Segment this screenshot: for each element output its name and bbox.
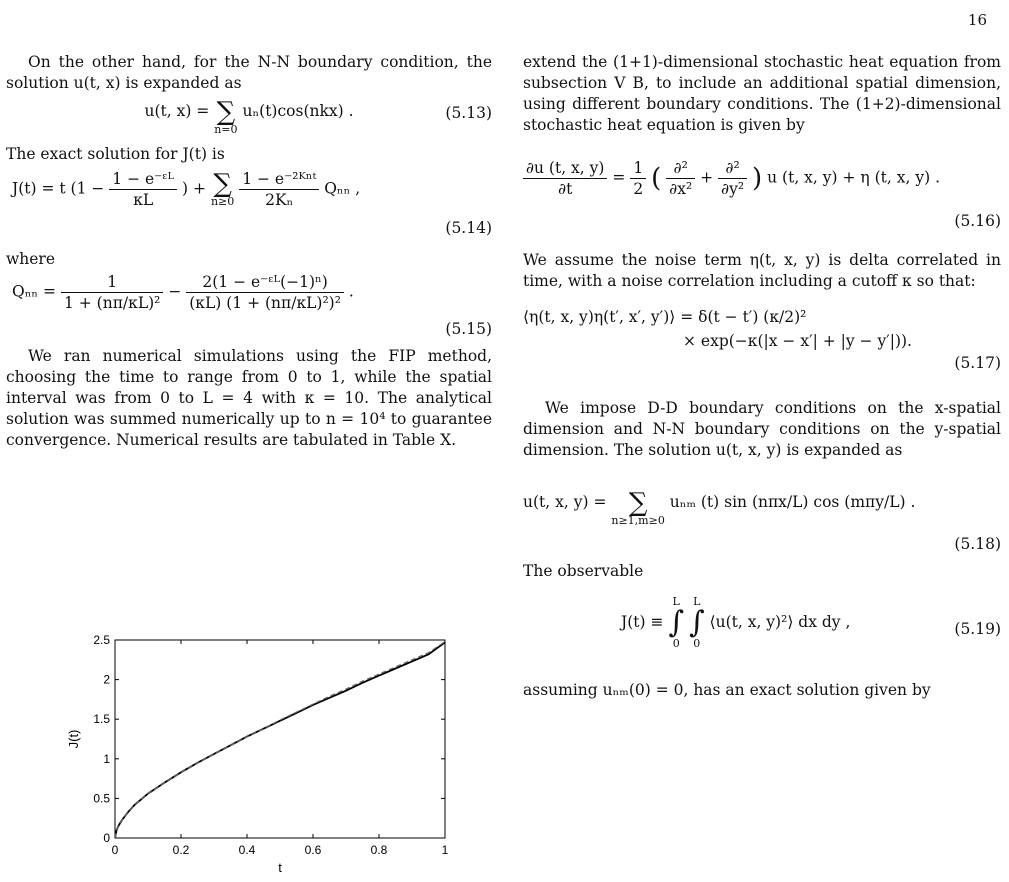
x-tick-label: 0.6 <box>304 843 322 857</box>
series-line-2 <box>115 642 445 838</box>
equation-5-13 <box>6 97 492 140</box>
eq-5-16-d2x-den: ∂x² <box>666 178 695 199</box>
y-tick-label: 1.5 <box>93 712 110 727</box>
equation-5-15 <box>6 272 492 342</box>
eq-5-15-frac-1 <box>61 272 163 313</box>
right-paragraph-5: assuming uₙₘ(0) = 0, has an exact solution given by <box>523 681 931 699</box>
eq-5-16-d2x <box>666 158 695 199</box>
eq-5-18-sum-lower: n≥1,m≥0 <box>611 514 665 527</box>
x-tick-label: 0.4 <box>238 843 256 857</box>
plus-sign: + <box>700 168 714 187</box>
y-axis-label: J(t) <box>66 729 81 749</box>
sum-symbol: ∑ <box>216 97 236 127</box>
eq-5-14-frac-2-num: 1 − e⁻²ᴷⁿᵗ <box>242 170 317 188</box>
y-tick-label: 2 <box>103 672 110 687</box>
eq-5-18-number: (5.18) <box>954 535 1001 553</box>
integral-2-upper: L <box>693 595 701 608</box>
eq-5-16-tail: u (t, x, y) + η (t, x, y) . <box>767 168 941 187</box>
left-paren: ( <box>651 163 662 194</box>
eq-5-16-eqsign: = <box>612 168 626 187</box>
eq-5-14-sum-lower: n≥0 <box>210 194 235 208</box>
right-paragraph-3: We impose D-D boundary conditions on the x-spatial dimension and N-N boundary conditions on the y-spatial dimension. The solution u(t, x, y) is expanded as <box>523 399 1001 459</box>
right-paragraph-4: The observable <box>523 562 644 580</box>
eq-5-13-number: (5.13) <box>445 104 492 122</box>
equation-5-14 <box>6 169 492 243</box>
right-paragraph-2: We assume the noise term η(t, x, y) is delta correlated in time, with a noise correlation including a cutoff κ so that: <box>523 251 1001 290</box>
y-tick-label: 0 <box>103 831 110 845</box>
right-paren: ) <box>752 163 763 194</box>
integral-symbol: ∫ <box>668 605 685 640</box>
integral-1-upper: L <box>672 595 680 608</box>
eq-5-15-number: (5.15) <box>445 320 492 338</box>
integral-2-lower: 0 <box>693 637 701 650</box>
figure-j-of-t <box>60 628 460 878</box>
plot-frame <box>115 640 445 838</box>
eq-5-16-d2y <box>718 158 747 199</box>
eq-5-16-lhs-frac <box>523 158 607 199</box>
eq-5-19-number: (5.19) <box>954 620 1001 638</box>
y-tick-label: 0.5 <box>93 791 110 806</box>
eq-5-16-lhs-num: ∂u (t, x, y) <box>526 159 605 177</box>
eq-5-14-frac-1-num: 1 − e⁻ᵋᴸ <box>112 170 175 188</box>
eq-5-16-d2y-num: ∂² <box>725 159 740 177</box>
eq-5-14-frac-1 <box>109 169 177 210</box>
eq-5-14-number: (5.14) <box>445 219 492 237</box>
eq-5-17-line-2: × exp(−κ(|x − x′| + |y − y′|)). <box>683 332 912 350</box>
eq-5-13-sum-lower: n=0 <box>214 123 238 136</box>
left-paragraph-3: where <box>6 250 56 268</box>
eq-5-14-frac-1-den: κL <box>109 189 177 210</box>
eq-5-16-number: (5.16) <box>954 212 1001 230</box>
x-tick-label: 0.2 <box>172 843 190 857</box>
integral-symbol: ∫ <box>688 605 705 640</box>
eq-5-19-lhs: J(t) ≡ <box>621 613 664 631</box>
eq-5-15-minus: − <box>168 282 182 301</box>
left-paragraph-4: We ran numerical simulations using the FIP method, choosing the time to range from 0 to 1, while the spatial interval was from 0 to L = 4 with κ = 10. The analytical solution was summed numerically up to n = 10⁴ to guarantee convergence. Numerical results are tabulated in Table X. <box>6 347 492 449</box>
eq-5-13-lhs: u(t, x) = <box>144 102 215 120</box>
left-paragraph-1: On the other hand, for the N-N boundary condition, the solution u(t, x) is expanded as <box>6 53 492 92</box>
eq-5-18-lhs: u(t, x, y) = <box>523 493 607 511</box>
equation-5-17 <box>523 306 1001 380</box>
eq-5-14-mid: ) + <box>182 179 211 198</box>
eq-5-16-lhs-den: ∂t <box>523 178 607 199</box>
eq-5-15-frac-2 <box>186 272 344 313</box>
eq-5-16-d2x-num: ∂² <box>673 159 688 177</box>
eq-5-19-rhs: ⟨u(t, x, y)²⟩ dx dy , <box>709 613 851 631</box>
eq-5-14-frac-2 <box>239 169 319 210</box>
page-number: 16 <box>967 11 987 29</box>
equation-5-16 <box>523 158 1001 244</box>
eq-5-17-line-1: ⟨η(t, x, y)η(t′, x′, y′)⟩ = δ(t − t′) (κ/2)² <box>523 308 807 326</box>
eq-5-13-rhs: uₙ(t)cos(nkx) . <box>242 102 354 120</box>
x-tick-label: 0 <box>111 843 119 857</box>
x-tick-label: 0.8 <box>370 843 388 857</box>
eq-5-15-frac-2-den: (κL) (1 + (nπ/κL)²)² <box>186 292 344 313</box>
eq-5-16-half-num: 1 <box>633 159 644 177</box>
eq-5-17-number: (5.17) <box>954 354 1001 372</box>
eq-5-14-tail: Qₙₙ , <box>324 179 361 198</box>
sum-symbol: ∑ <box>213 168 232 199</box>
x-tick-label: 1 <box>441 843 449 857</box>
eq-5-16-d2y-den: ∂y² <box>718 178 747 199</box>
eq-5-16-half-den: 2 <box>630 178 646 199</box>
right-paragraph-1: extend the (1+1)-dimensional stochastic heat equation from subsection V B, to include an additional spatial dimension, using different boundary conditions. The (1+2)-dimensional stochastic heat equation is given by <box>523 53 1001 134</box>
eq-5-15-frac-2-num: 2(1 − e⁻ᵋᴸ(−1)ⁿ) <box>202 273 328 291</box>
eq-5-14-frac-2-den: 2Kₙ <box>239 189 319 210</box>
y-tick-label: 2.5 <box>93 633 110 647</box>
integral-1-lower: 0 <box>672 637 680 650</box>
left-paragraph-2: The exact solution for J(t) is <box>6 145 225 163</box>
eq-5-15-tail: . <box>348 282 354 301</box>
eq-5-15-frac-1-den: 1 + (nπ/κL)² <box>61 292 163 313</box>
y-tick-label: 1 <box>103 751 110 766</box>
left-column <box>6 52 492 451</box>
x-axis-label: t <box>278 860 282 875</box>
eq-5-15-frac-1-num: 1 <box>107 273 118 291</box>
eq-5-15-lhs: Qₙₙ = <box>12 282 57 301</box>
eq-5-18-rhs: uₙₘ (t) sin (nπx/L) cos (mπy/L) . <box>669 493 916 511</box>
sum-symbol: ∑ <box>628 488 648 518</box>
eq-5-14-lhs: J(t) = t (1 − <box>12 179 105 198</box>
series-line-1 <box>115 642 445 838</box>
equation-5-18 <box>523 488 1001 557</box>
equation-5-19 <box>523 596 1001 666</box>
right-column <box>523 52 1001 701</box>
eq-5-16-half <box>630 158 646 199</box>
